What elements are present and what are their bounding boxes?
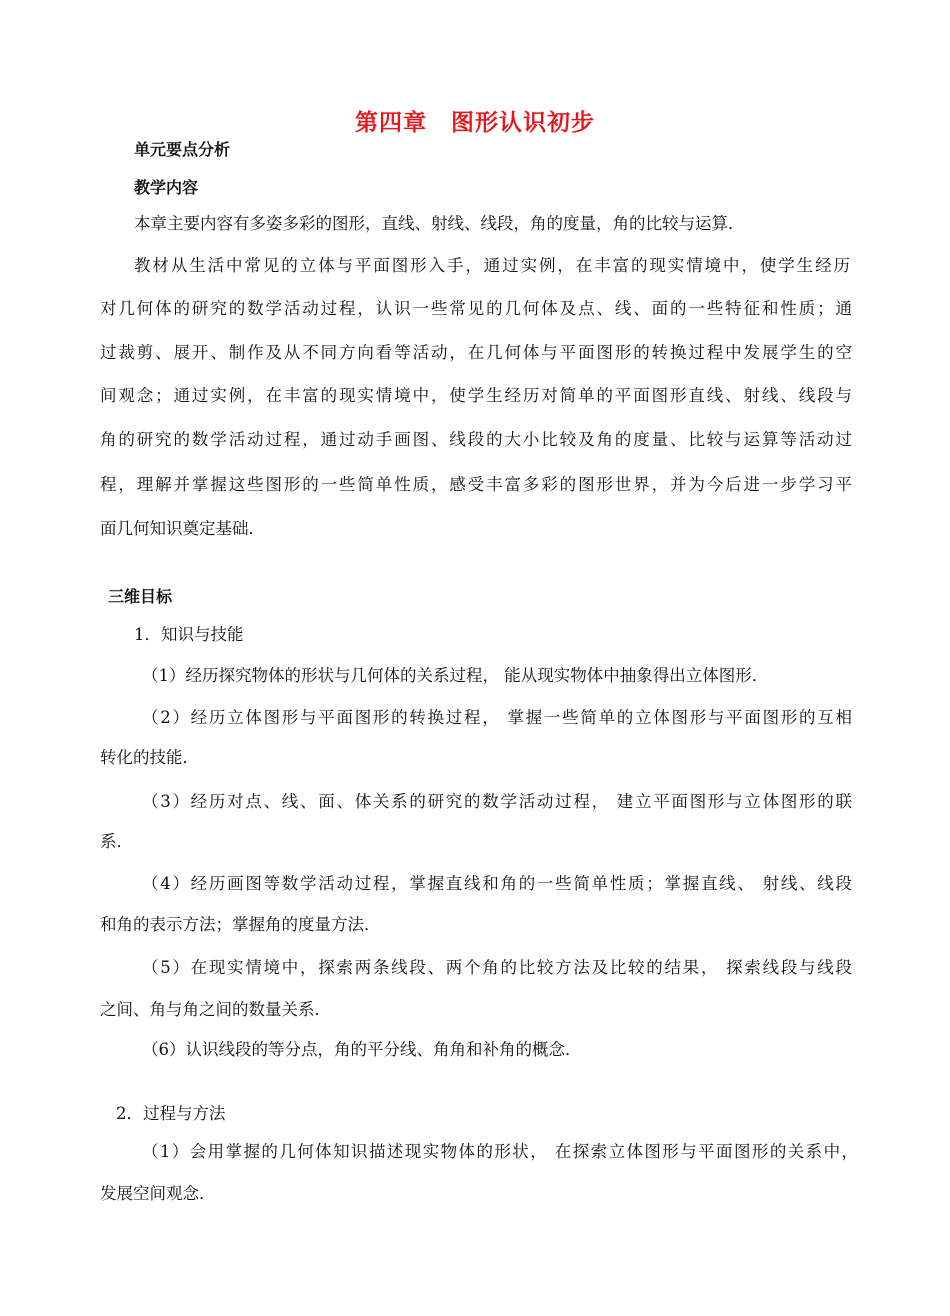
chapter-title: 第四章 图形认识初步 xyxy=(355,110,595,136)
goal-item-continued: 之间、角与角之间的数量关系． xyxy=(100,1000,331,1019)
knowledge-skills-subheading: 1．知识与技能 xyxy=(134,625,244,644)
goal-item-continued: 系． xyxy=(100,832,133,851)
goal-item-continued: 和角的表示方法；掌握角的度量方法． xyxy=(100,915,381,934)
unit-analysis-heading: 单元要点分析 xyxy=(134,140,231,159)
intro-paragraph: 本章主要内容有多姿多彩的图形，直线、射线、线段，角的度量，角的比较与运算． xyxy=(134,214,745,233)
process-method-subheading: 2．过程与方法 xyxy=(116,1104,226,1123)
content-line: 间观念；通过实例，在丰富的现实情境中，使学生经历对简单的平面图形直线、射线、线段与 xyxy=(100,386,852,405)
content-line: 程，理解并掌握这些图形的一些简单性质，感受丰富多彩的图形世界，并为今后进一步学习平 xyxy=(100,475,852,494)
content-line: 教材从生活中常见的立体与平面图形入手，通过实例，在丰富的现实情境中，使学生经历 xyxy=(134,256,850,275)
content-line: 角的研究的数学活动过程，通过动手画图、线段的大小比较及角的度量、比较与运算等活动过 xyxy=(100,430,852,449)
content-line: 面几何知识奠定基础． xyxy=(100,519,265,538)
goal-item: （4）经历画图等数学活动过程，掌握直线和角的一些简单性质；掌握直线、 射线、线段 xyxy=(142,874,852,893)
content-line: 过裁剪、展开、制作及从不同方向看等活动，在几何体与平面图形的转换过程中发展学生的空 xyxy=(100,343,852,362)
goal-item-continued: 发展空间观念． xyxy=(100,1184,216,1203)
three-dimensional-goals-heading: 三维目标 xyxy=(108,587,173,606)
goal-item: （1）会用掌握的几何体知识描述现实物体的形状， 在探索立体图形与平面图形的关系中， xyxy=(142,1142,858,1161)
goal-item: （2）经历立体图形与平面图形的转换过程， 掌握一些简单的立体图形与平面图形的互相 xyxy=(142,708,852,727)
goal-item: （5）在现实情境中，探索两条线段、两个角的比较方法及比较的结果， 探索线段与线段 xyxy=(142,958,852,977)
content-line: 对几何体的研究的数学活动过程，认识一些常见的几何体及点、线、面的一些特征和性质；通 xyxy=(100,299,852,318)
teaching-content-heading: 教学内容 xyxy=(134,178,199,197)
goal-item: （1）经历探究物体的形状与几何体的关系过程， 能从现实物体中抽象得出立体图形． xyxy=(142,666,769,685)
goal-item: （3）经历对点、线、面、体关系的研究的数学活动过程， 建立平面图形与立体图形的联 xyxy=(142,792,852,811)
goal-item: （6）认识线段的等分点，角的平分线、角角和补角的概念． xyxy=(142,1040,582,1059)
goal-item-continued: 转化的技能． xyxy=(100,748,199,767)
